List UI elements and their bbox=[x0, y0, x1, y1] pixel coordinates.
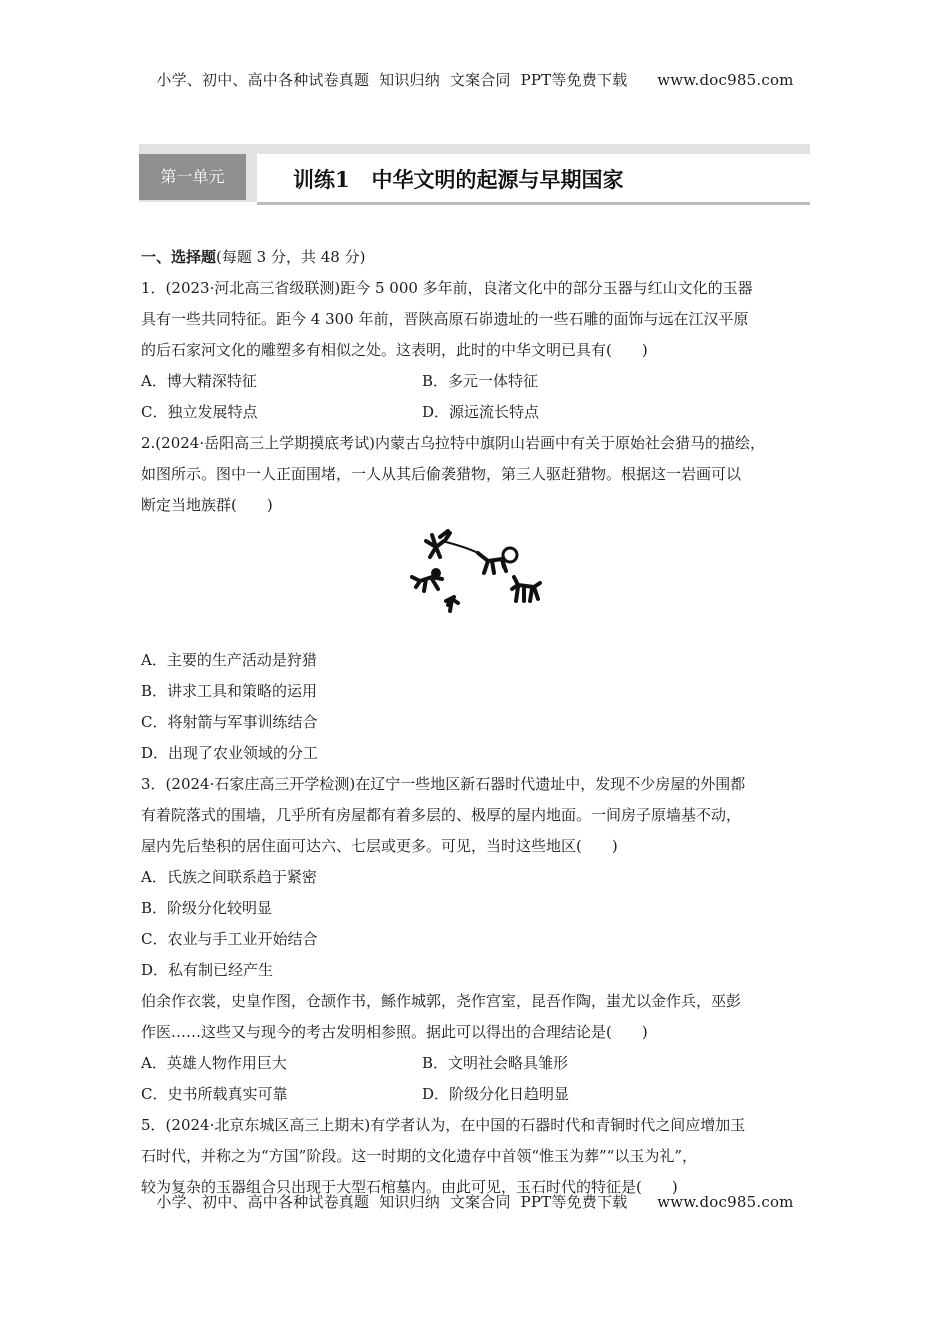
q4-line: 作医……这些又与现今的考古发明相参照。据此可以得出的合理结论是( ) bbox=[141, 1023, 648, 1041]
q2-option-b: B．讲求工具和策略的运用 bbox=[141, 682, 318, 700]
q3-option-d: D．私有制已经产生 bbox=[141, 961, 274, 979]
q1-option-d: D．源远流长特点 bbox=[422, 403, 540, 421]
q1-line: 1．(2023·河北高三省级联测)距今 5 000 多年前，良渚文化中的部分玉器与红山文化的玉器 bbox=[141, 279, 753, 297]
q4-options-row bbox=[141, 1048, 813, 1079]
question-content bbox=[141, 242, 813, 1203]
q3-option-b: B．阶级分化较明显 bbox=[141, 899, 273, 917]
q1-line: 的后石家河文化的雕塑多有相似之处。这表明，此时的中华文明已具有( ) bbox=[141, 341, 648, 359]
q3-option-c: C．农业与手工业开始结合 bbox=[141, 930, 318, 948]
q3-line: 有着院落式的围墙，几乎所有房屋都有着多层的、极厚的屋内地面。一间房子原墙基不动， bbox=[141, 806, 742, 824]
q1-options-row bbox=[141, 366, 813, 397]
q2-option-c: C．将射箭与军事训练结合 bbox=[141, 713, 318, 731]
page-header: 小学、初中、高中各种试卷真题 知识归纳 文案合同 PPT等免费下载 www.doc985.com bbox=[156, 71, 794, 89]
q3-line: 3．(2024·石家庄高三开学检测)在辽宁一些地区新石器时代遗址中，发现不少房屋的外围都 bbox=[141, 775, 746, 793]
q4-option-b: B．文明社会略具雏形 bbox=[422, 1054, 569, 1072]
page-title: 训练1 中华文明的起源与早期国家 bbox=[293, 167, 624, 192]
q1-options-row bbox=[141, 397, 813, 428]
rock-painting-image bbox=[406, 527, 546, 632]
q4-options-row bbox=[141, 1079, 813, 1110]
q5-line: 石时代，并称之为“方国”阶段。这一时期的文化遗存中首领“惟玉为葬”“以玉为礼”， bbox=[141, 1147, 698, 1165]
q2-line: 如图所示。图中一人正面围堵，一人从其后偷袭猎物，第三人驱赶猎物。根据这一岩画可以 bbox=[141, 465, 742, 483]
q2-option-a: A．主要的生产活动是狩猎 bbox=[141, 651, 317, 669]
page-footer: 小学、初中、高中各种试卷真题 知识归纳 文案合同 PPT等免费下载 www.doc985.com bbox=[156, 1193, 794, 1211]
q1-option-c: C．独立发展特点 bbox=[141, 403, 258, 421]
q3-option-a: A．氏族之间联系趋于紧密 bbox=[141, 868, 317, 886]
q4-option-d: D．阶级分化日趋明显 bbox=[422, 1085, 570, 1103]
q1-option-b: B．多元一体特征 bbox=[422, 372, 539, 390]
q3-line: 屋内先后垫积的居住面可达六、七层或更多。可见，当时这些地区( ) bbox=[141, 837, 618, 855]
q2-line: 2.(2024·岳阳高三上学期摸底考试)内蒙古乌拉特中旗阴山岩画中有关于原始社会猎马的描绘， bbox=[141, 434, 765, 452]
q4-option-c: C．史书所载真实可靠 bbox=[141, 1085, 288, 1103]
banner-title-box bbox=[257, 154, 810, 205]
q5-line: 较为复杂的玉器组合只出现于大型石棺墓内。由此可见，玉石时代的特征是( ) bbox=[141, 1178, 678, 1196]
q4-line: 伯余作衣裳，史皇作图，仓颉作书，鲧作城郭，尧作宫室，昆吾作陶，蚩尤以金作兵，巫彭 bbox=[141, 992, 742, 1010]
unit-banner bbox=[139, 144, 810, 212]
section-heading bbox=[141, 242, 813, 273]
q2-line: 断定当地族群( ) bbox=[141, 496, 273, 514]
q2-option-d: D．出现了农业领域的分工 bbox=[141, 744, 319, 762]
q1-option-a: A．博大精深特征 bbox=[141, 372, 257, 390]
section-note: (每题 3 分，共 48 分) bbox=[216, 248, 366, 266]
q1-line: 具有一些共同特征。距今 4 300 年前，晋陕高原石峁遗址的一些石雕的面饰与远在江汉平原 bbox=[141, 310, 749, 328]
rock-painting-figure bbox=[141, 521, 813, 645]
unit-label: 第一单元 bbox=[139, 154, 246, 200]
section-title: 一、选择题 bbox=[141, 248, 217, 266]
q4-option-a: A．英雄人物作用巨大 bbox=[141, 1054, 287, 1072]
q5-line: 5．(2024·北京东城区高三上期末)有学者认为，在中国的石器时代和青铜时代之间应增加玉 bbox=[141, 1116, 746, 1134]
